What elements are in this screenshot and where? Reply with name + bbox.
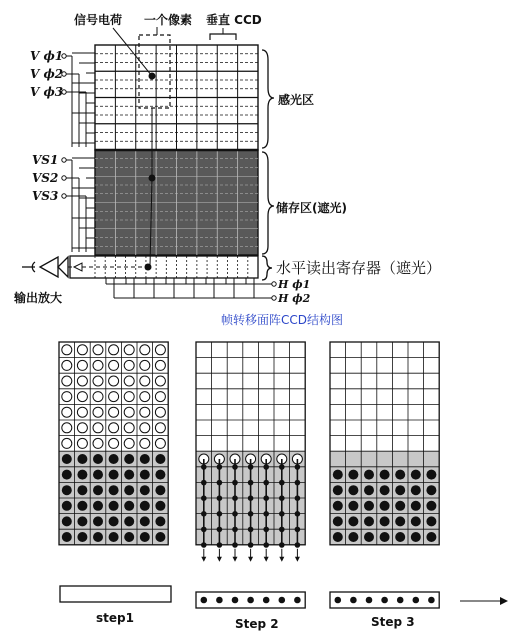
charge-icon xyxy=(109,532,119,542)
label-step1: step1 xyxy=(96,611,134,625)
moving-charge-icon xyxy=(232,480,238,486)
charge-icon xyxy=(140,454,150,464)
charge-icon xyxy=(380,532,390,542)
moving-charge-icon xyxy=(295,511,301,517)
charge-icon xyxy=(77,470,87,480)
charge-icon xyxy=(155,454,165,464)
charge-icon xyxy=(333,516,343,526)
empty-charge-icon xyxy=(155,438,165,448)
register-charge-icon xyxy=(335,597,342,604)
charge-icon xyxy=(109,516,119,526)
empty-charge-icon xyxy=(124,407,134,417)
empty-charge-icon xyxy=(124,392,134,402)
moving-charge-icon xyxy=(279,480,285,486)
register-charge-icon xyxy=(279,597,286,604)
register-charge-icon xyxy=(201,597,208,604)
moving-charge-icon xyxy=(201,542,207,548)
moving-charge-icon xyxy=(295,527,301,533)
charge-icon xyxy=(77,532,87,542)
step3-register xyxy=(330,592,439,608)
charge-icon xyxy=(62,532,72,542)
moving-charge-icon xyxy=(232,542,238,548)
empty-charge-icon xyxy=(140,423,150,433)
moving-charge-icon xyxy=(232,495,238,501)
charge-icon xyxy=(140,485,150,495)
charge-icon xyxy=(426,501,436,511)
moving-charge-icon xyxy=(248,495,254,501)
clock-pin-icon xyxy=(62,158,66,162)
label-step3: Step 3 xyxy=(371,615,415,629)
charge-icon xyxy=(395,485,405,495)
moving-charge-icon xyxy=(232,511,238,517)
charge-icon xyxy=(93,501,103,511)
charge-icon xyxy=(333,485,343,495)
charge-icon xyxy=(380,516,390,526)
moving-charge-icon xyxy=(217,511,223,517)
empty-charge-icon xyxy=(77,392,87,402)
moving-charge-icon xyxy=(279,495,285,501)
signal-charge-dot xyxy=(149,73,156,80)
register-charge-icon xyxy=(294,597,301,604)
hclock-pin-icon xyxy=(272,296,276,300)
moving-charge-icon xyxy=(217,480,223,486)
storage-area-grid xyxy=(95,150,258,255)
label-step2: Step 2 xyxy=(235,617,279,631)
register-charge-icon xyxy=(381,597,388,604)
charge-icon xyxy=(93,454,103,464)
moving-charge-icon xyxy=(279,527,285,533)
moving-charge-icon xyxy=(232,464,238,470)
moving-charge-icon xyxy=(217,542,223,548)
label-vertical-ccd: 垂直 CCD xyxy=(206,13,262,27)
charge-icon xyxy=(109,501,119,511)
moving-charge-icon xyxy=(232,527,238,533)
charge-icon xyxy=(395,470,405,480)
label-photosensitive: 感光区 xyxy=(278,93,315,107)
moving-charge-icon xyxy=(263,464,269,470)
down-arrow-icon xyxy=(264,557,269,562)
moving-charge-icon xyxy=(248,464,254,470)
register-charge-icon xyxy=(216,597,223,604)
empty-charge-icon xyxy=(62,360,72,370)
label-horizontal-register: 水平读出寄存器（遮光） xyxy=(276,259,442,277)
label-vs2: VS2 xyxy=(32,171,59,185)
empty-charge-icon xyxy=(155,407,165,417)
moving-charge-icon xyxy=(295,542,301,548)
charge-icon xyxy=(93,485,103,495)
label-hphi1: H ϕ1 xyxy=(278,278,311,291)
moving-charge-icon xyxy=(217,527,223,533)
charge-icon xyxy=(348,470,358,480)
empty-charge-icon xyxy=(109,392,119,402)
empty-charge-icon xyxy=(109,376,119,386)
moving-charge-icon xyxy=(263,495,269,501)
empty-charge-icon xyxy=(62,376,72,386)
charge-icon xyxy=(411,501,421,511)
moving-charge-icon xyxy=(201,495,207,501)
charge-icon xyxy=(93,470,103,480)
step1-register xyxy=(60,586,171,602)
charge-icon xyxy=(140,516,150,526)
charge-icon xyxy=(140,470,150,480)
charge-icon xyxy=(124,532,134,542)
empty-charge-icon xyxy=(109,345,119,355)
charge-icon xyxy=(395,501,405,511)
label-vs3: VS3 xyxy=(32,189,59,203)
empty-charge-icon xyxy=(93,407,103,417)
storage-brace xyxy=(262,152,274,254)
moving-charge-icon xyxy=(279,464,285,470)
charge-icon xyxy=(62,516,72,526)
empty-charge-icon xyxy=(93,438,103,448)
moving-charge-icon xyxy=(263,480,269,486)
charge-icon xyxy=(77,454,87,464)
empty-charge-icon xyxy=(140,407,150,417)
charge-icon xyxy=(109,485,119,495)
charge-icon xyxy=(124,470,134,480)
charge-icon xyxy=(140,532,150,542)
register-charge-icon xyxy=(397,597,404,604)
charge-icon xyxy=(348,485,358,495)
register-charge-icon xyxy=(232,597,239,604)
charge-icon xyxy=(155,470,165,480)
photosensitive-brace xyxy=(262,50,274,148)
empty-charge-icon xyxy=(140,438,150,448)
charge-icon xyxy=(380,470,390,480)
charge-icon xyxy=(426,485,436,495)
moving-charge-icon xyxy=(248,511,254,517)
moving-charge-icon xyxy=(217,495,223,501)
charge-icon xyxy=(77,501,87,511)
empty-charge-icon xyxy=(155,392,165,402)
step1-panel xyxy=(59,342,168,545)
empty-charge-icon xyxy=(109,438,119,448)
label-one-pixel: 一个像素 xyxy=(144,13,193,27)
charge-icon xyxy=(348,516,358,526)
charge-icon xyxy=(395,532,405,542)
register-charge-icon xyxy=(350,597,357,604)
charge-icon xyxy=(364,470,374,480)
step3-panel xyxy=(330,342,439,545)
charge-icon xyxy=(140,501,150,511)
label-signal-charge: 信号电荷 xyxy=(74,13,123,27)
charge-icon xyxy=(62,470,72,480)
moving-charge-icon xyxy=(263,527,269,533)
charge-icon xyxy=(62,485,72,495)
moving-charge-icon xyxy=(295,464,301,470)
charge-icon xyxy=(380,485,390,495)
moving-charge-icon xyxy=(248,480,254,486)
amplifier-triangle-icon xyxy=(40,257,58,277)
charge-icon xyxy=(93,516,103,526)
empty-charge-icon xyxy=(93,392,103,402)
charge-icon xyxy=(364,501,374,511)
charge-icon xyxy=(333,501,343,511)
photosensitive-grid xyxy=(95,45,258,150)
charge-icon xyxy=(426,532,436,542)
empty-charge-icon xyxy=(140,345,150,355)
charge-icon xyxy=(348,532,358,542)
empty-charge-icon xyxy=(140,392,150,402)
down-arrow-icon xyxy=(233,557,238,562)
moving-charge-icon xyxy=(248,542,254,548)
step2-panel xyxy=(196,342,305,562)
label-vphi3: V ϕ3 xyxy=(30,85,64,99)
empty-charge-icon xyxy=(62,345,72,355)
empty-charge-icon xyxy=(155,423,165,433)
label-output-amp: 输出放大 xyxy=(14,291,63,305)
empty-charge-icon xyxy=(109,407,119,417)
moving-charge-icon xyxy=(295,495,301,501)
moving-charge-icon xyxy=(201,480,207,486)
moving-charge-icon xyxy=(279,542,285,548)
register-brace xyxy=(262,256,272,280)
charge-icon xyxy=(411,470,421,480)
register-charge-icon xyxy=(366,597,373,604)
moving-charge-icon xyxy=(263,542,269,548)
clock-pin-icon xyxy=(62,194,66,198)
step2-register xyxy=(196,592,305,608)
moving-charge-icon xyxy=(201,464,207,470)
moving-charge-icon xyxy=(217,464,223,470)
empty-charge-icon xyxy=(109,360,119,370)
empty-charge-icon xyxy=(93,423,103,433)
charge-icon xyxy=(364,532,374,542)
charge-icon xyxy=(109,470,119,480)
moving-charge-icon xyxy=(279,511,285,517)
empty-charge-icon xyxy=(93,376,103,386)
empty-charge-icon xyxy=(140,360,150,370)
empty-charge-icon xyxy=(155,360,165,370)
charge-icon xyxy=(411,532,421,542)
empty-charge-icon xyxy=(77,407,87,417)
label-vphi2: V ϕ2 xyxy=(30,67,64,81)
moving-charge-icon xyxy=(295,480,301,486)
charge-icon xyxy=(62,501,72,511)
empty-charge-icon xyxy=(124,360,134,370)
label-vphi1: V ϕ1 xyxy=(30,49,64,63)
charge-icon xyxy=(109,454,119,464)
charge-icon xyxy=(333,532,343,542)
empty-charge-icon xyxy=(77,345,87,355)
charge-icon xyxy=(155,501,165,511)
top-diagram xyxy=(13,12,441,327)
down-arrow-icon xyxy=(201,557,206,562)
down-arrow-icon xyxy=(279,557,284,562)
label-hphi2: H ϕ2 xyxy=(278,292,311,305)
amplifier-input-icon xyxy=(58,257,68,277)
charge-icon xyxy=(77,485,87,495)
empty-charge-icon xyxy=(77,423,87,433)
register-charge-icon xyxy=(428,597,435,604)
hclock-pin-icon xyxy=(272,282,276,286)
label-vs1: VS1 xyxy=(32,153,59,167)
charge-icon xyxy=(124,501,134,511)
charge-icon xyxy=(395,516,405,526)
charge-icon xyxy=(77,516,87,526)
empty-charge-icon xyxy=(93,345,103,355)
moving-charge-icon xyxy=(201,511,207,517)
figure-caption: 帧转移面阵CCD结构图 xyxy=(221,313,343,327)
empty-charge-icon xyxy=(155,345,165,355)
empty-charge-icon xyxy=(62,423,72,433)
charge-icon xyxy=(62,454,72,464)
empty-charge-icon xyxy=(62,392,72,402)
empty-charge-icon xyxy=(155,376,165,386)
charge-icon xyxy=(411,485,421,495)
charge-icon xyxy=(380,501,390,511)
register-charge-icon xyxy=(413,597,420,604)
charge-icon xyxy=(155,532,165,542)
moving-charge-icon xyxy=(248,527,254,533)
empty-charge-icon xyxy=(124,438,134,448)
register-charge-icon xyxy=(263,597,270,604)
charge-icon xyxy=(411,516,421,526)
clock-pin-icon xyxy=(62,176,66,180)
charge-icon xyxy=(426,516,436,526)
empty-charge-icon xyxy=(109,423,119,433)
charge-icon xyxy=(124,454,134,464)
register-charge-icon xyxy=(247,597,254,604)
empty-charge-icon xyxy=(124,345,134,355)
empty-charge-icon xyxy=(140,376,150,386)
output-arrow-icon xyxy=(500,597,508,605)
charge-icon xyxy=(155,485,165,495)
empty-charge-icon xyxy=(77,376,87,386)
empty-charge-icon xyxy=(62,407,72,417)
charge-icon xyxy=(155,516,165,526)
down-arrow-icon xyxy=(217,557,222,562)
moving-charge-icon xyxy=(201,527,207,533)
empty-charge-icon xyxy=(77,360,87,370)
charge-icon xyxy=(124,516,134,526)
vertical-ccd-bracket xyxy=(210,34,236,40)
empty-charge-icon xyxy=(124,376,134,386)
empty-charge-icon xyxy=(124,423,134,433)
charge-icon xyxy=(124,485,134,495)
label-storage: 储存区(遮光) xyxy=(276,201,347,215)
charge-icon xyxy=(364,516,374,526)
empty-charge-icon xyxy=(77,438,87,448)
charge-icon xyxy=(348,501,358,511)
moving-charge-icon xyxy=(263,511,269,517)
empty-charge-icon xyxy=(93,360,103,370)
empty-charge-icon xyxy=(62,438,72,448)
charge-icon xyxy=(364,485,374,495)
charge-icon xyxy=(426,470,436,480)
charge-icon xyxy=(93,532,103,542)
down-arrow-icon xyxy=(248,557,253,562)
charge-icon xyxy=(333,470,343,480)
down-arrow-icon xyxy=(295,557,300,562)
